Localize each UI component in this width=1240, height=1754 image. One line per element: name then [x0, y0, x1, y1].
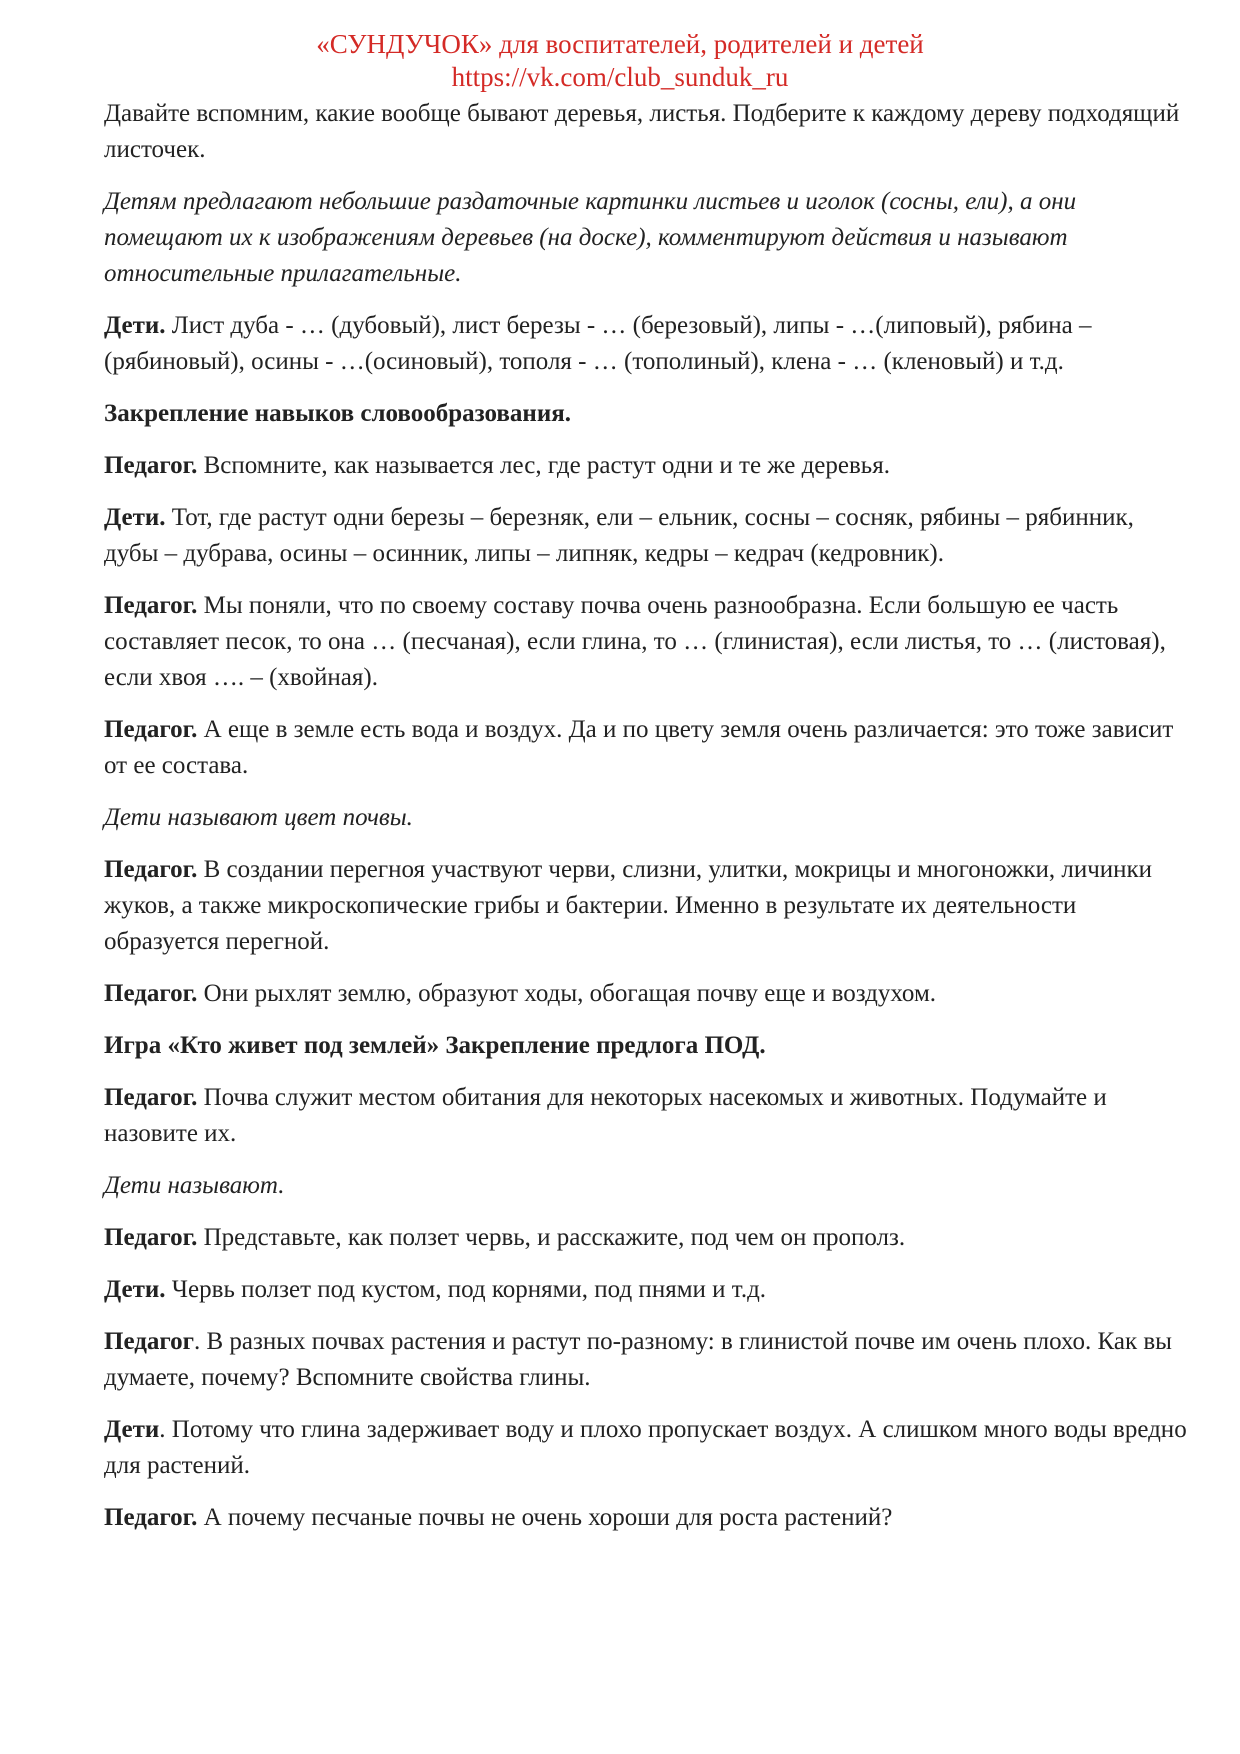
document-body [104, 96, 1194, 1552]
section-heading: Закрепление навыков словообразования. [104, 400, 572, 427]
speaker-label: Педагог. [104, 1504, 198, 1531]
dialogue-line: Педагог. Вспомните, как называется лес, где растут одни и те же деревья. [104, 452, 890, 479]
dialogue-line: Педагог. Почва служит местом обитания для некоторых насекомых и животных. Подумайте и назовите их. [104, 1084, 1107, 1147]
speaker-label: Педагог. [104, 856, 198, 883]
header-link[interactable]: https://vk.com/club_sunduk_ru [451, 62, 789, 92]
dialogue-line: Дети. Тот, где растут одни березы – березняк, ели – ельник, сосны – сосняк, рябины – рябинник, дубы – дубрава, осины – осинник, липы – липняк, кедры – кедрач (кедровник). [104, 504, 1134, 567]
dialogue-line: Педагог. А почему песчаные почвы не очень хороши для роста растений? [104, 1504, 893, 1531]
dialogue-line: Педагог. Мы поняли, что по своему составу почва очень разнообразна. Если большую ее часть составляет песок, то она … (песчаная), если глина, то … (глинистая), если листья, то … (листовая), если хвоя …. – (хвойная). [104, 592, 1166, 691]
speaker-label: Дети [104, 1416, 160, 1443]
dialogue-line: Дети. Потому что глина задерживает воду и плохо пропускает воздух. А слишком много воды вредно для растений. [104, 1416, 1187, 1479]
paragraph: Давайте вспомним, какие вообще бывают деревья, листья. Подберите к каждому дереву подходящий листочек. [104, 100, 1180, 163]
dialogue-line: Дети. Лист дуба - … (дубовый), лист березы - … (березовый), липы - …(липовый), рябина – (рябиновый), осины - …(осиновый), тополя - … (тополиный), клена - … (кленовый) и т.д. [104, 312, 1092, 375]
dialogue-line: Педагог. Представьте, как ползет червь, и расскажите, под чем он прополз. [104, 1224, 906, 1251]
section-heading: Игра «Кто живет под землей» Закрепление предлога ПОД. [104, 1032, 766, 1059]
dialogue-line: Дети. Червь ползет под кустом, под корнями, под пнями и т.д. [104, 1276, 767, 1303]
page-header [0, 28, 1240, 94]
speaker-label: Дети. [104, 504, 166, 531]
dialogue-line: Педагог. А еще в земле есть вода и воздух. Да и по цвету земля очень различается: это тоже зависит от ее состава. [104, 716, 1174, 779]
speaker-label: Педагог. [104, 592, 198, 619]
speaker-label: Педагог. [104, 1224, 198, 1251]
stage-direction: Дети называют. [104, 1172, 285, 1199]
stage-direction: Детям предлагают небольшие раздаточные картинки листьев и иголок (сосны, ели), а они помещают их к изображениям деревьев (на доске), комментируют действия и называют относительные прилагательные. [104, 188, 1077, 287]
speaker-label: Педагог. [104, 716, 198, 743]
speaker-label: Педагог. [104, 1084, 198, 1111]
dialogue-line: Педагог. В разных почвах растения и растут по-разному: в глинистой почве им очень плохо. Как вы думаете, почему? Вспомните свойства глины. [104, 1328, 1172, 1391]
dialogue-line: Педагог. Они рыхлят землю, образуют ходы, обогащая почву еще и воздухом. [104, 980, 937, 1007]
dialogue-line: Педагог. В создании перегноя участвуют черви, слизни, улитки, мокрицы и многоножки, личинки жуков, а также микроскопические грибы и бактерии. Именно в результате их деятельности образуется перегной. [104, 856, 1153, 955]
speaker-label: Педагог [104, 1328, 194, 1355]
speaker-label: Дети. [104, 312, 166, 339]
header-title: «СУНДУЧОК» для воспитателей, родителей и детей [316, 29, 924, 59]
speaker-label: Педагог. [104, 452, 198, 479]
stage-direction: Дети называют цвет почвы. [104, 804, 413, 831]
speaker-label: Дети. [104, 1276, 166, 1303]
speaker-label: Педагог. [104, 980, 198, 1007]
